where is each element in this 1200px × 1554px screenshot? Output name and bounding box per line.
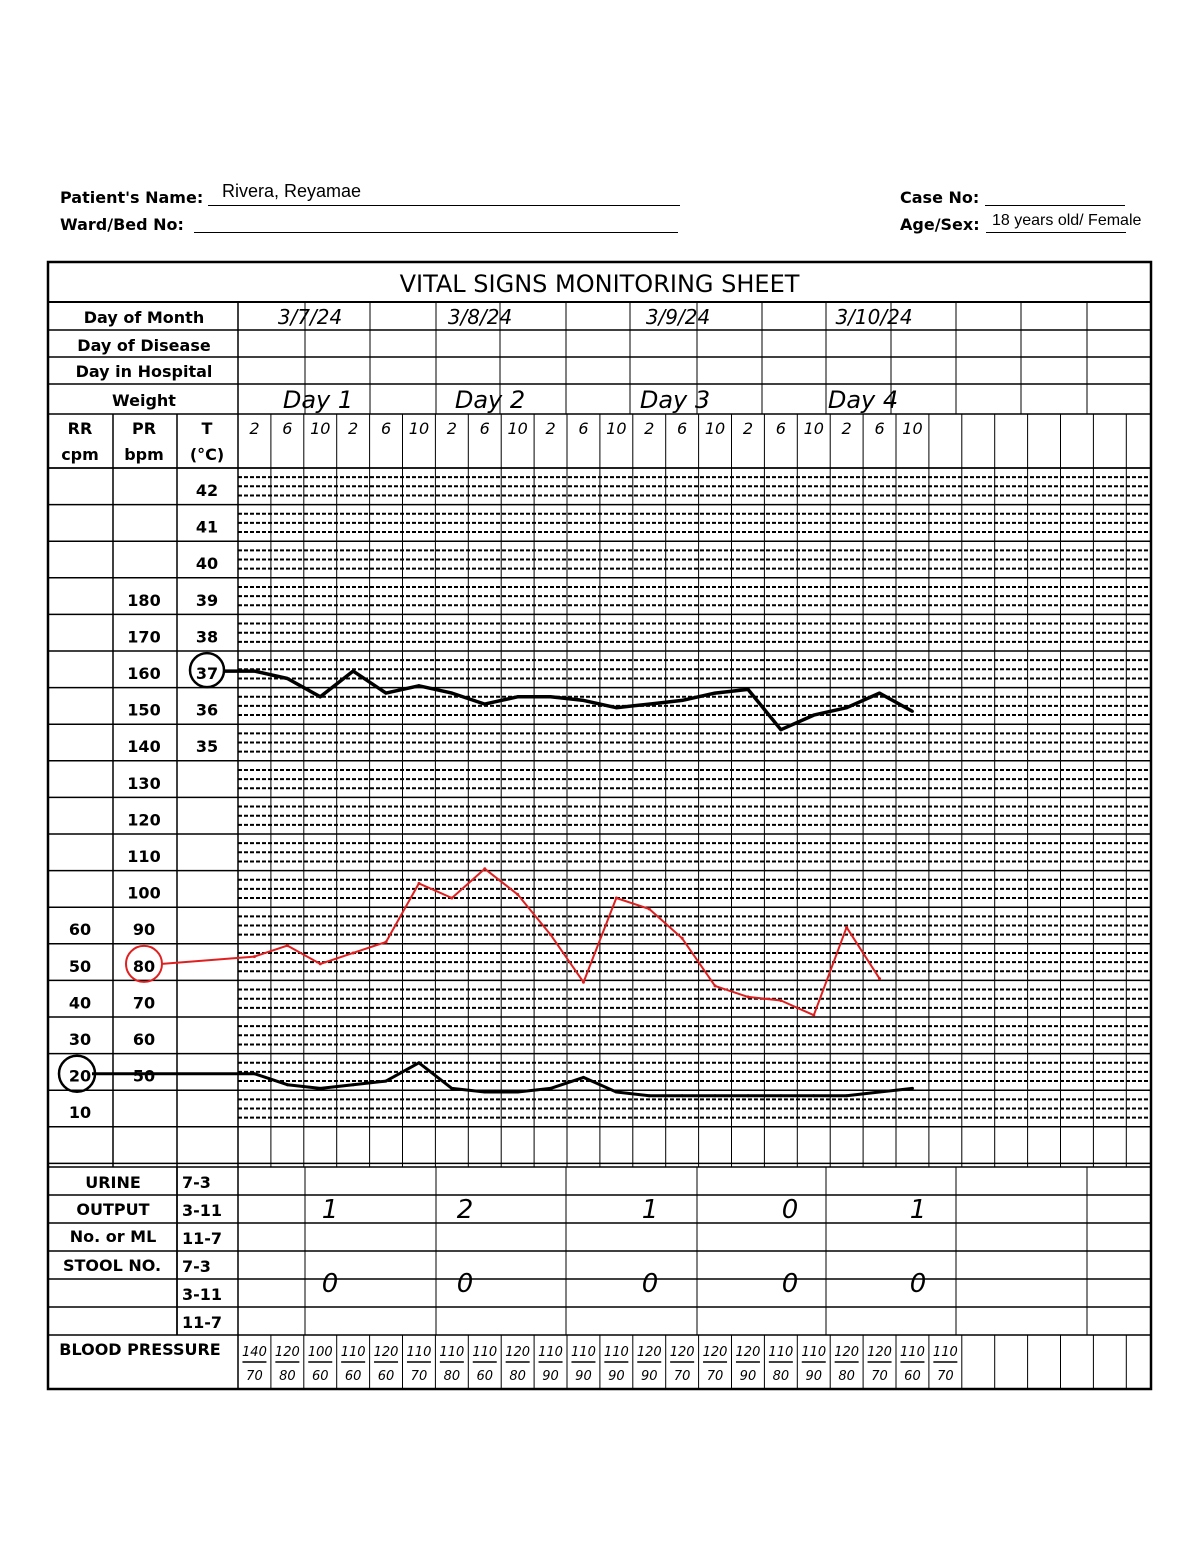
temp-unit-label: (°C) (189, 445, 225, 464)
bp-diastolic: 60 (904, 1369, 921, 1384)
time-label: 10 (902, 419, 923, 438)
pr-scale-value: 160 (127, 664, 161, 683)
rr-scale-value: 20 (68, 1066, 92, 1086)
pr-scale-value: 120 (127, 810, 161, 830)
temperature-series-line-point (319, 695, 322, 698)
bp-systolic: 120 (702, 1345, 728, 1360)
temperature-series-line-point (845, 706, 848, 709)
pr-scale-value: 90 (132, 920, 156, 940)
pr-scale-value: 60 (132, 1030, 156, 1049)
pulse-series-line-point (549, 933, 552, 936)
pr-scale-value: 150 (127, 700, 161, 720)
temperature-series-line (225, 671, 912, 730)
temp-scale-value: 39 (195, 590, 219, 610)
time-label: 10 (704, 419, 726, 438)
day-of-month-label: Day of Month (83, 308, 205, 327)
temperature-series-line-point (714, 692, 717, 695)
shift-label: 7-3 (182, 1257, 211, 1276)
time-label: 6 (874, 419, 885, 438)
pulse-series-line-point (319, 962, 322, 965)
day-label-entry: Day 2 (454, 386, 526, 414)
date-entry: 3/10/24 (835, 305, 913, 329)
pulse-series-line-point (746, 995, 749, 998)
pulse-series-line-point (714, 984, 717, 987)
time-label: 2 (446, 419, 457, 438)
respiration-series-line-point (911, 1087, 914, 1090)
bp-systolic: 110 (439, 1345, 465, 1360)
bp-diastolic: 90 (575, 1369, 592, 1384)
age-sex-label: Age/Sex: (900, 215, 980, 234)
rr-scale-value: 40 (68, 993, 92, 1013)
bp-diastolic: 90 (805, 1369, 823, 1384)
time-label: 10 (507, 419, 528, 438)
pulse-series-line-point (648, 908, 651, 911)
respiration-series-line-point (450, 1087, 453, 1090)
patient-name-value[interactable]: Rivera, Reyamae (222, 181, 362, 201)
time-label: 6 (677, 419, 688, 438)
pulse-series-line-point (253, 955, 256, 958)
pulse-series-line-point (286, 944, 289, 947)
bp-systolic: 120 (636, 1345, 662, 1360)
pr-scale-value: 70 (132, 993, 156, 1013)
temperature-series-line-point (812, 714, 815, 717)
urine-value: 2 (456, 1195, 474, 1225)
cpm-label: cpm (61, 445, 99, 464)
bp-systolic: 100 (307, 1345, 333, 1360)
sheet-title: VITAL SIGNS MONITORING SHEET (399, 270, 800, 298)
bp-systolic: 110 (900, 1345, 925, 1360)
day-label-entry: Day 3 (639, 386, 711, 414)
bp-systolic: 110 (932, 1345, 958, 1360)
respiration-series-line-point (385, 1080, 388, 1083)
respiration-series-line-point (253, 1072, 256, 1075)
bp-diastolic: 90 (542, 1369, 559, 1384)
bp-diastolic: 70 (246, 1369, 263, 1384)
temperature-series-line-point (746, 688, 749, 691)
respiration-series-line-point (812, 1094, 815, 1097)
shift-label: 11-7 (182, 1313, 223, 1332)
temperature-series-line-point (648, 703, 651, 706)
time-label: 10 (606, 419, 627, 438)
pr-scale-value: 50 (132, 1066, 156, 1086)
respiration-series-line-point (681, 1094, 684, 1097)
time-label: 2 (841, 419, 852, 438)
pulse-series-line-point (878, 977, 881, 980)
pr-scale-value: 170 (127, 627, 161, 647)
age-sex-value[interactable]: 18 years old/ Female (992, 212, 1142, 229)
date-entry: 3/8/24 (447, 305, 513, 329)
temperature-series-line-point (352, 670, 355, 673)
stool-value: 0 (321, 1269, 339, 1299)
pr-scale-value: 110 (127, 847, 161, 866)
temperature-series-line-point (417, 684, 420, 687)
bp-systolic: 120 (669, 1345, 695, 1360)
pulse-series-line-point (352, 951, 355, 954)
bp-diastolic: 60 (377, 1369, 395, 1384)
stool-value: 0 (456, 1269, 474, 1299)
temp-scale-value: 36 (195, 700, 219, 720)
case-no-label: Case No: (900, 188, 980, 207)
pulse-series-line-point (845, 926, 848, 929)
stool-value: 0 (909, 1269, 927, 1299)
time-label: 2 (742, 419, 754, 438)
time-label: 10 (803, 419, 824, 438)
bp-diastolic: 90 (640, 1369, 658, 1384)
day-label-entry: Day 1 (282, 386, 354, 414)
shift-label: 11-7 (182, 1229, 223, 1248)
bp-systolic: 110 (801, 1345, 827, 1360)
respiration-series-line-point (516, 1091, 519, 1094)
respiration-series-line-point (319, 1087, 322, 1090)
time-label: 6 (479, 419, 490, 438)
respiration-series-line-point (549, 1087, 552, 1090)
respiration-series-line-point (845, 1094, 848, 1097)
pr-scale-value: 180 (127, 590, 161, 610)
temperature-series-line-point (681, 699, 684, 702)
bp-systolic: 110 (538, 1345, 563, 1360)
urine-label: URINE (85, 1173, 141, 1192)
bp-systolic: 110 (603, 1345, 629, 1360)
bp-diastolic: 90 (739, 1369, 757, 1384)
stool-value: 0 (641, 1269, 659, 1299)
bp-systolic: 120 (834, 1345, 860, 1360)
pulse-series-line-point (483, 867, 486, 870)
bp-systolic: 120 (274, 1345, 300, 1360)
pulse-series-line-point (582, 981, 585, 984)
time-label: 6 (775, 419, 786, 438)
pulse-series-line-point (779, 999, 782, 1002)
bp-diastolic: 70 (410, 1369, 428, 1384)
temperature-series-line-point (911, 710, 914, 713)
temperature-series-line-point (615, 706, 618, 709)
time-label: 2 (249, 419, 260, 438)
temperature-series-line-point (286, 677, 289, 680)
pulse-series-line-point (450, 897, 453, 900)
pulse-series-line-point (615, 897, 618, 900)
bp-diastolic: 60 (344, 1369, 362, 1384)
pulse-series-line-point (516, 893, 519, 896)
day-label-entry: Day 4 (827, 386, 899, 414)
pulse-series-line-point (417, 882, 420, 885)
respiration-series-line-point (582, 1076, 585, 1079)
temperature-series-line-point (483, 703, 486, 706)
bp-systolic: 110 (406, 1345, 432, 1360)
pr-scale-value: 80 (132, 956, 156, 976)
bp-systolic: 120 (735, 1345, 761, 1360)
stool-label: STOOL NO. (62, 1256, 162, 1275)
urine-value: 1 (909, 1195, 927, 1225)
bp-systolic: 140 (242, 1345, 267, 1360)
bp-systolic: 120 (505, 1345, 531, 1360)
bp-diastolic: 70 (871, 1369, 888, 1384)
bp-diastolic: 60 (476, 1369, 494, 1384)
temp-scale-value: 35 (195, 737, 219, 757)
temperature-series-line-point (450, 692, 453, 695)
temperature-series-line-point (878, 692, 881, 695)
bp-systolic: 110 (340, 1345, 366, 1360)
bp-systolic: 110 (472, 1345, 498, 1360)
urine-value: 1 (321, 1195, 339, 1225)
respiration-series-line-point (779, 1094, 782, 1097)
bp-diastolic: 70 (673, 1369, 691, 1384)
time-label: 2 (644, 419, 655, 438)
temperature-series-line-point (516, 695, 519, 698)
urine-label: No. or ML (69, 1227, 157, 1246)
temp-scale-value: 38 (195, 627, 219, 647)
bp-diastolic: 70 (706, 1369, 724, 1384)
respiration-series-line-point (714, 1094, 717, 1097)
time-label: 10 (310, 419, 331, 438)
bp-diastolic: 80 (443, 1369, 461, 1384)
urine-value: 1 (641, 1195, 659, 1225)
respiration-series-line-point (352, 1083, 355, 1086)
bp-systolic: 120 (373, 1345, 399, 1360)
bp-diastolic: 80 (509, 1369, 526, 1384)
temperature-series-line-point (253, 670, 256, 673)
rr-scale-value: 50 (68, 956, 92, 976)
pulse-series-line-point (812, 1014, 815, 1017)
temperature-series-line-point (582, 699, 585, 702)
rr-scale-value: 10 (68, 1103, 92, 1123)
bp-diastolic: 90 (608, 1369, 625, 1384)
rr-scale-value: 60 (68, 920, 92, 940)
respiration-series-line-point (417, 1061, 420, 1064)
shift-label: 7-3 (182, 1173, 211, 1192)
temperature-series-line-point (779, 728, 782, 731)
time-label: 6 (578, 419, 589, 438)
date-entry: 3/7/24 (277, 305, 343, 329)
bpm-label: bpm (124, 445, 164, 464)
bp-systolic: 110 (768, 1345, 794, 1360)
time-label: 2 (545, 419, 556, 438)
date-entry: 3/9/24 (645, 305, 711, 329)
respiration-series-line-point (615, 1091, 618, 1094)
day-in-hospital-label: Day in Hospital (75, 362, 213, 381)
pr-scale-value: 140 (127, 737, 161, 757)
bp-systolic: 120 (867, 1345, 892, 1360)
patient-name-label: Patient's Name: (60, 188, 204, 207)
bp-diastolic: 70 (937, 1369, 954, 1384)
temp-scale-value: 42 (195, 481, 219, 500)
pulse-series-line (162, 869, 880, 1015)
time-label: 10 (408, 419, 430, 438)
temp-scale-value: 40 (195, 554, 219, 574)
bp-diastolic: 80 (772, 1369, 790, 1384)
rr-label: RR (67, 419, 93, 438)
bp-systolic: 110 (571, 1345, 596, 1360)
blood-pressure-label: BLOOD PRESSURE (59, 1340, 221, 1359)
rr-scale-value: 30 (68, 1030, 92, 1049)
respiration-series-line-point (648, 1094, 651, 1097)
respiration-series-line-point (746, 1094, 749, 1097)
bp-diastolic: 80 (838, 1369, 855, 1384)
temp-scale-value: 41 (195, 517, 219, 537)
pulse-series-line-point (681, 937, 684, 940)
urine-value: 0 (781, 1195, 799, 1225)
time-label: 2 (348, 419, 359, 438)
shift-label: 3-11 (182, 1201, 223, 1220)
pulse-series-line-point (385, 940, 388, 943)
temp-label: T (201, 419, 213, 438)
pr-scale-value: 130 (127, 773, 161, 793)
temperature-series-line-point (549, 695, 552, 698)
bp-diastolic: 60 (311, 1369, 329, 1384)
respiration-series-line-point (286, 1083, 289, 1086)
time-label: 6 (380, 419, 392, 438)
respiration-series-line-point (878, 1091, 881, 1094)
temperature-series-line-point (385, 692, 388, 695)
stool-value: 0 (781, 1269, 799, 1299)
shift-label: 3-11 (182, 1285, 223, 1304)
temp-scale-value: 37 (195, 664, 219, 683)
urine-label: OUTPUT (76, 1200, 150, 1219)
ward-bed-label: Ward/Bed No: (60, 215, 184, 234)
weight-label: Weight (112, 391, 176, 410)
day-of-disease-label: Day of Disease (77, 336, 211, 355)
pr-label: PR (131, 419, 157, 438)
respiration-series-line-point (483, 1091, 486, 1094)
pr-scale-value: 100 (127, 883, 161, 903)
bp-diastolic: 80 (279, 1369, 296, 1384)
time-label: 6 (282, 419, 293, 438)
